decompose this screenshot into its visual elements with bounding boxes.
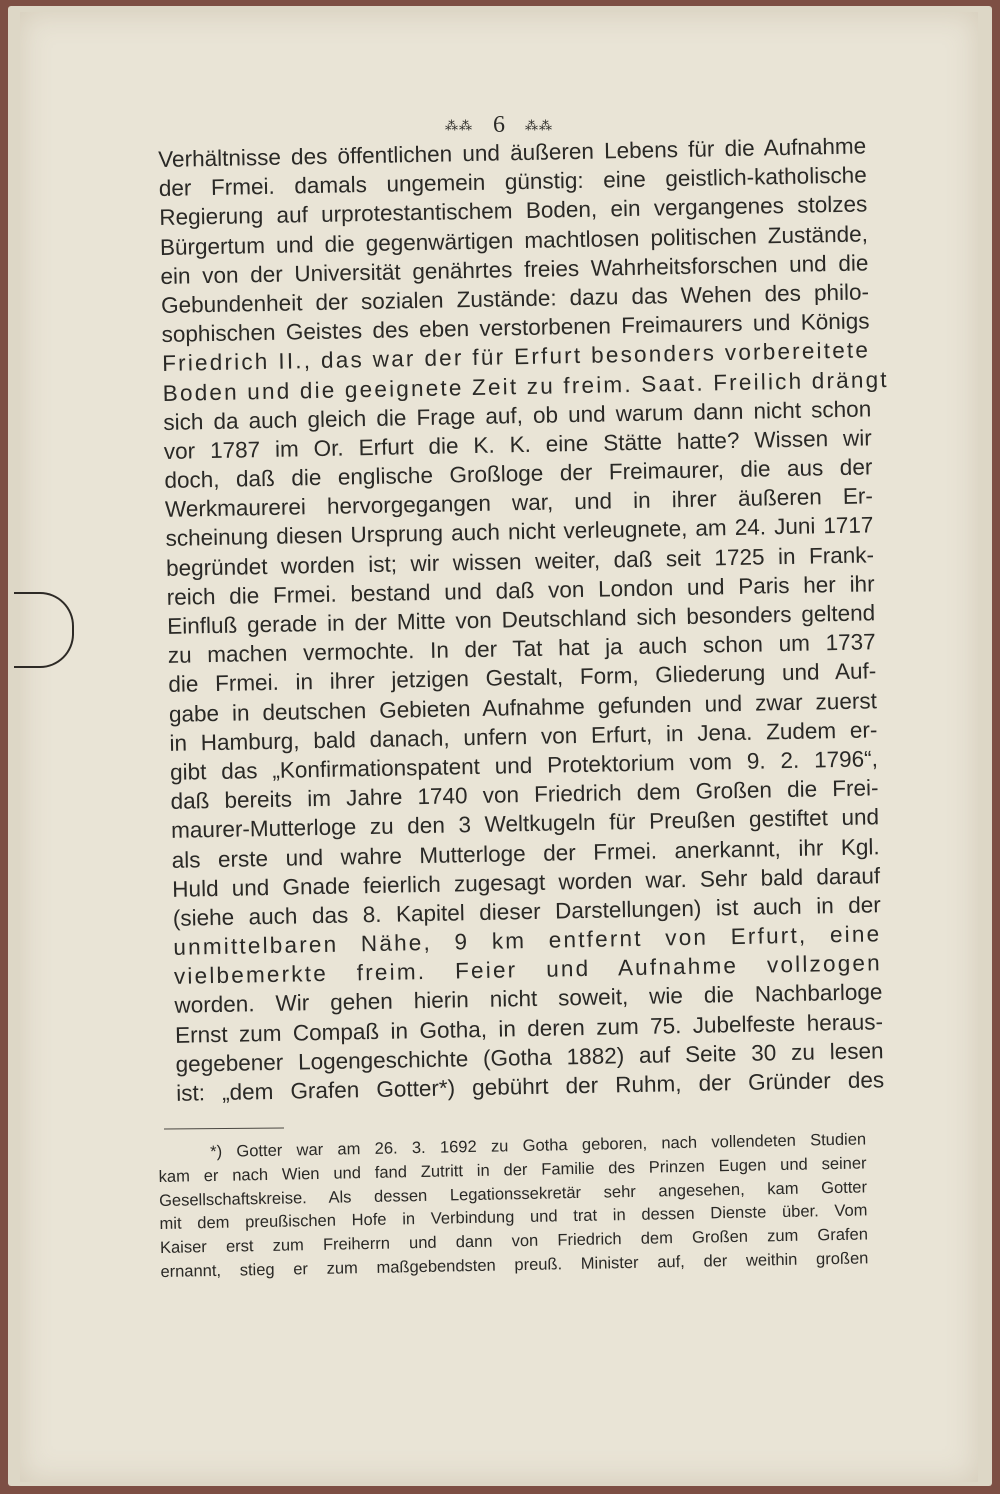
footnote [158,1128,869,1284]
text-line: vielbemerkte freim. Feier und Aufnahme vollzogen [173,950,883,990]
body-text [158,131,889,1108]
text-line: zu machen vermochte. In der Tat hat ja auch schon um 1737 [167,629,876,669]
text-line: Einfluß gerade in der Mitte von Deutschland sich besonders geltend [167,600,876,639]
footnote-line: *) Gotter war am 26. 3. 1692 zu Gotha geboren, nach vollendeten Studien [210,1130,867,1161]
text-line: unmittelbaren Nähe, 9 km entfernt von Erfurt, eine [173,921,882,960]
text-line: Huld und Gnade feierlich zugesagt worden war. Sehr bald darauf [172,862,881,902]
text-line: daß bereits im Jahre 1740 von Friedrich dem Großen die Frei- [170,775,879,815]
text-line: gibt das „Konfirmationspatent und Protektorium vom 9. 2. 1796“, [169,746,879,785]
text-line: Ernst zum Compaß in Gotha, in deren zum 75. Jubelfeste heraus- [174,1008,884,1048]
text-line: maurer-Mutterloge zu den 3 Weltkugeln für Preußen gestiftet und [170,804,880,844]
text-line: gabe in deutschen Gebieten Aufnahme gefunden und zwar zuerst [168,687,878,727]
text-line: vor 1787 im Or. Erfurt die K. K. eine Stätte hatte? Wissen wir [163,425,872,464]
text-line: sophischen Geistes des eben verstorbenen Freimaurers und Königs [161,308,870,348]
footnote-line: kam er nach Wien und fand Zutritt in der Familie des Prinzen Eugen und seiner [158,1154,867,1186]
text-line: in Hamburg, bald danach, unfern von Erfurt, in Jena. Zudem er- [169,717,878,756]
text-line: ein von der Universität genährtes freies Wahrheitsforschen und die [160,250,869,289]
text-line: Bürgertum und die gegenwärtigen machtlosen politischen Zustände, [159,220,869,260]
text-line: ist: „dem Grafen Gotter*) gebührt der Ruhm, der Gründer des [175,1067,885,1106]
text-line: die Frmei. in ihrer jetzigen Gestalt, Form, Gliederung und Auf- [168,658,877,698]
ornament-right-icon: ⁂⁂ [525,118,553,134]
ornament-left-icon: ⁂⁂ [445,118,473,134]
text-line: Gebundenheit der sozialen Zustände: dazu das Wehen des philo- [160,279,870,318]
footnote-line: Gesellschaftskreise. Als dessen Legationssekretär sehr angesehen, kam Gotter [158,1177,868,1210]
text-line: der Frmei. damals ungemein günstig: eine geistlich-katholische [158,162,867,202]
text-line: Regierung auf urprotestantischem Boden, ein vergangenes stolzes [159,191,868,231]
text-line: Werkmaurerei hervorgegangen war, und in ihrer äußeren Er- [164,483,874,523]
text-line: begründet worden ist; wir wissen weiter, daß seit 1725 in Frank- [165,541,875,581]
text-line: reich die Frmei. bestand und daß von London und Paris her ihr [166,571,875,610]
page-number: 6 [493,112,505,138]
text-line: scheinung diesen Ursprung auch nicht verleugnete, am 24. Juni 1717 [165,512,874,552]
text-line: als erste und wahre Mutterloge der Frmei. anerkannt, ihr Kgl. [171,833,880,873]
footnote-line: mit dem preußischen Hofe in Verbindung und trat in dessen Dienste über. Vom [159,1201,868,1234]
text-line: gegebener Logengeschichte (Gotha 1882) auf Seite 30 zu lesen [175,1038,884,1077]
footnote-line: ernannt, stieg er zum maßgebendsten preuß. Minister auf, der weithin großen [160,1249,869,1281]
text-line: doch, daß die englische Großloge der Freimaurer, die aus der [164,454,873,493]
text-line: (siehe auch das 8. Kapitel dieser Darstellungen) ist auch in der [172,892,881,931]
footnote-line: Kaiser erst zum Freiherrn und dann von Friedrich dem Großen zum Grafen [159,1225,869,1258]
text-line: sich da auch gleich die Frage auf, ob und warum dann nicht schon [163,396,872,435]
text-line: Friedrich II., das war der für Erfurt besonders vorbereitete [161,337,871,377]
page-clip-icon [14,592,74,668]
text-line: Boden und die geeignete Zeit zu freim. Saat. Freilich drängt [162,366,889,406]
text-line: worden. Wir gehen hierin nicht soweit, wie die Nachbarloge [174,979,883,1019]
text-line: Verhältnisse des öffentlichen und äußeren Lebens für die Aufnahme [158,133,867,172]
